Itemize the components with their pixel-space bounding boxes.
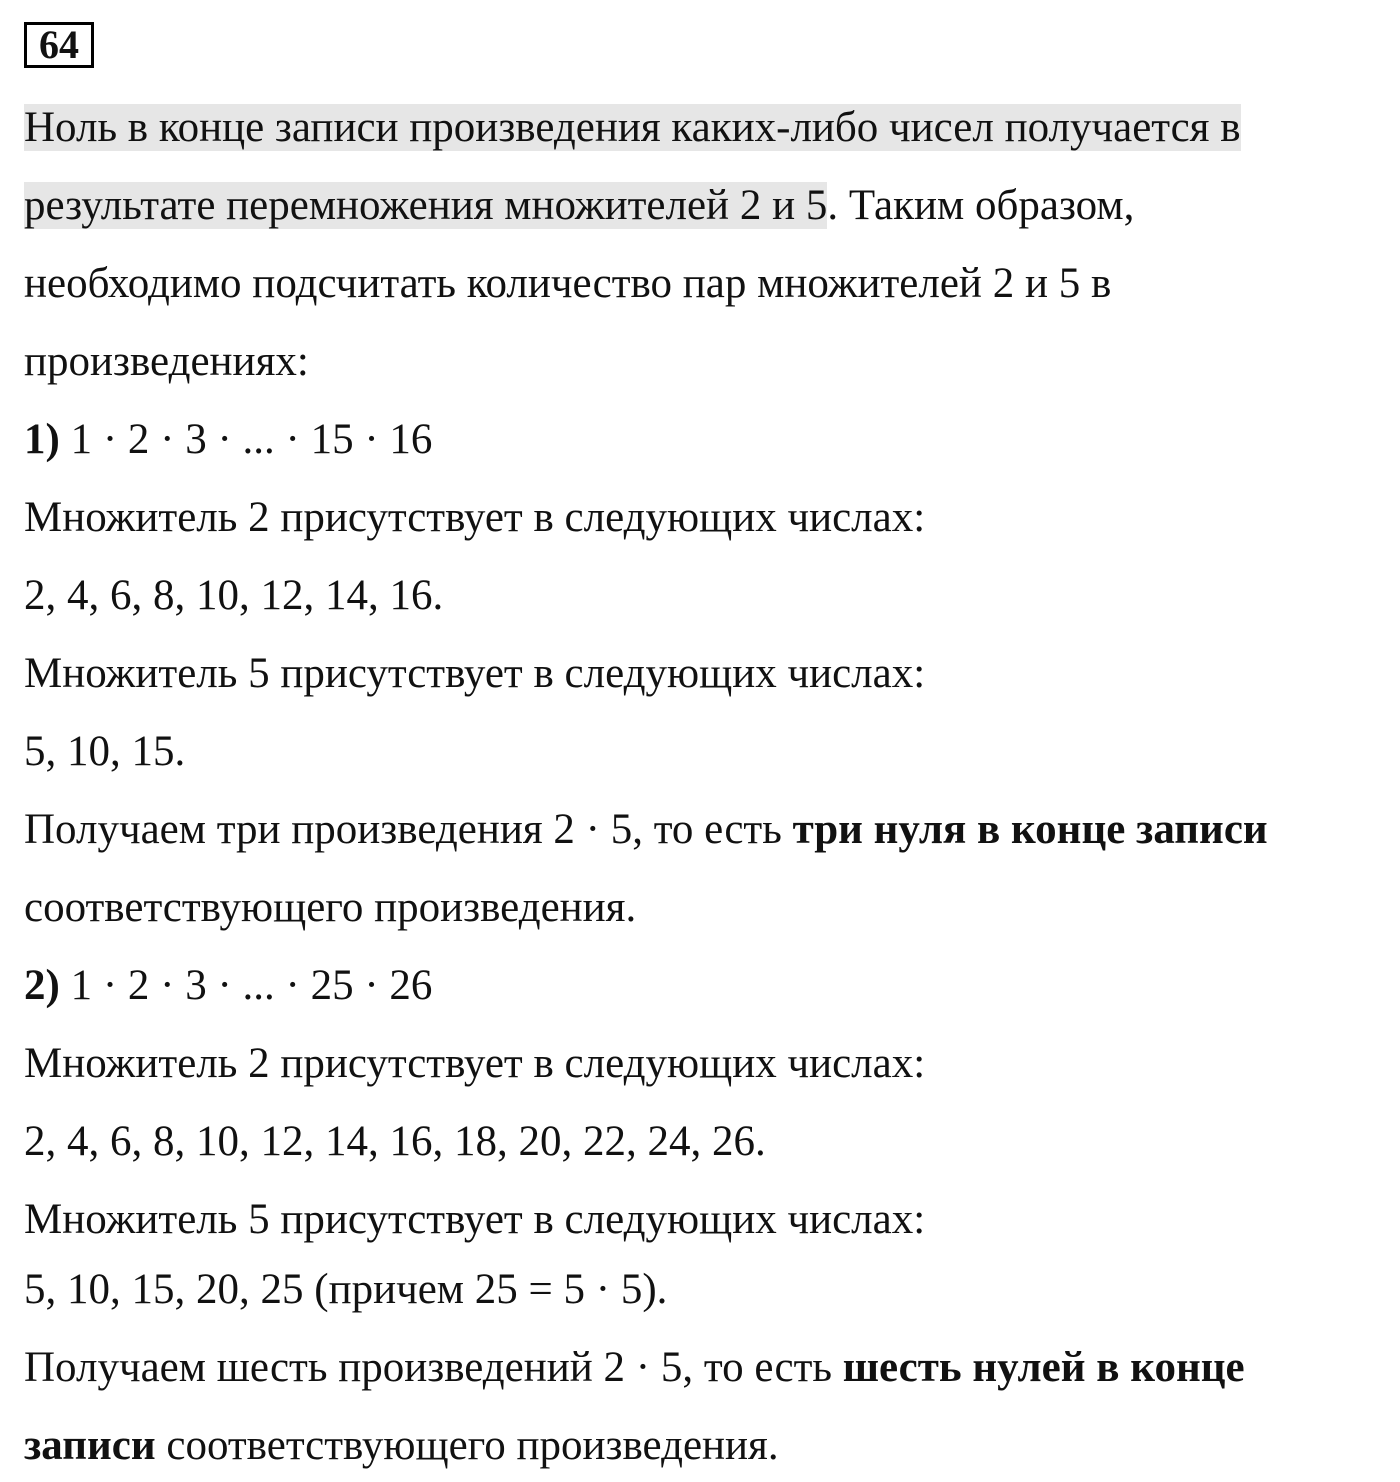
intro-line-3: необходимо подсчитать количество пар множителей 2 и 5 в — [24, 260, 1112, 307]
highlighted-text: результате перемножения множителей 2 и 5 — [24, 182, 828, 229]
part1-result-line-1 — [24, 808, 1268, 851]
part1-factor5-list: 5, 10, 15. — [24, 728, 186, 775]
intro-text: . Таким образом, — [827, 182, 1135, 229]
part2-result-line-1 — [24, 1346, 1245, 1389]
intro-line-1 — [24, 106, 1241, 149]
intro-line-4: произведениях: — [24, 338, 309, 385]
part2-factor5-list: 5, 10, 15, 20, 25 (причем 25 = 5 · 5). — [24, 1266, 668, 1313]
part1-expression: 1 · 2 · 3 · ... · 15 · 16 — [59, 416, 433, 463]
part2-factor2-list: 2, 4, 6, 8, 10, 12, 14, 16, 18, 20, 22, 24, 26. — [24, 1118, 766, 1165]
part2-expression: 1 · 2 · 3 · ... · 25 · 26 — [59, 962, 433, 1009]
part2-label: 2) — [24, 962, 60, 1009]
part1-result-text: Получаем три произведения 2 · 5, то есть — [24, 806, 793, 853]
part2-result-bold: шесть нулей в конце — [842, 1344, 1245, 1391]
part1-factor2-text: Множитель 2 присутствует в следующих числах: — [24, 494, 926, 541]
part2-factor2-text: Множитель 2 присутствует в следующих числах: — [24, 1040, 926, 1087]
intro-line-2 — [24, 184, 1134, 227]
part1-label: 1) — [24, 416, 60, 463]
part1-result-bold: три нуля в конце записи — [792, 806, 1268, 853]
part2-heading — [24, 964, 432, 1007]
part1-factor5-text: Множитель 5 присутствует в следующих числах: — [24, 650, 926, 697]
part1-factor2-list: 2, 4, 6, 8, 10, 12, 14, 16. — [24, 572, 444, 619]
part2-result-text: соответствующего произведения. — [155, 1422, 779, 1469]
part1-result-line-2: соответствующего произведения. — [24, 884, 637, 931]
part2-result-bold: записи — [24, 1422, 156, 1469]
part1-heading — [24, 418, 432, 461]
part2-factor5-text: Множитель 5 присутствует в следующих числах: — [24, 1196, 926, 1243]
highlighted-text: Ноль в конце записи произведения каких-либо чисел получается в — [24, 104, 1241, 151]
task-number-box: 64 — [24, 22, 94, 68]
part2-result-line-2 — [24, 1424, 779, 1467]
part2-result-text: Получаем шесть произведений 2 · 5, то есть — [24, 1344, 843, 1391]
